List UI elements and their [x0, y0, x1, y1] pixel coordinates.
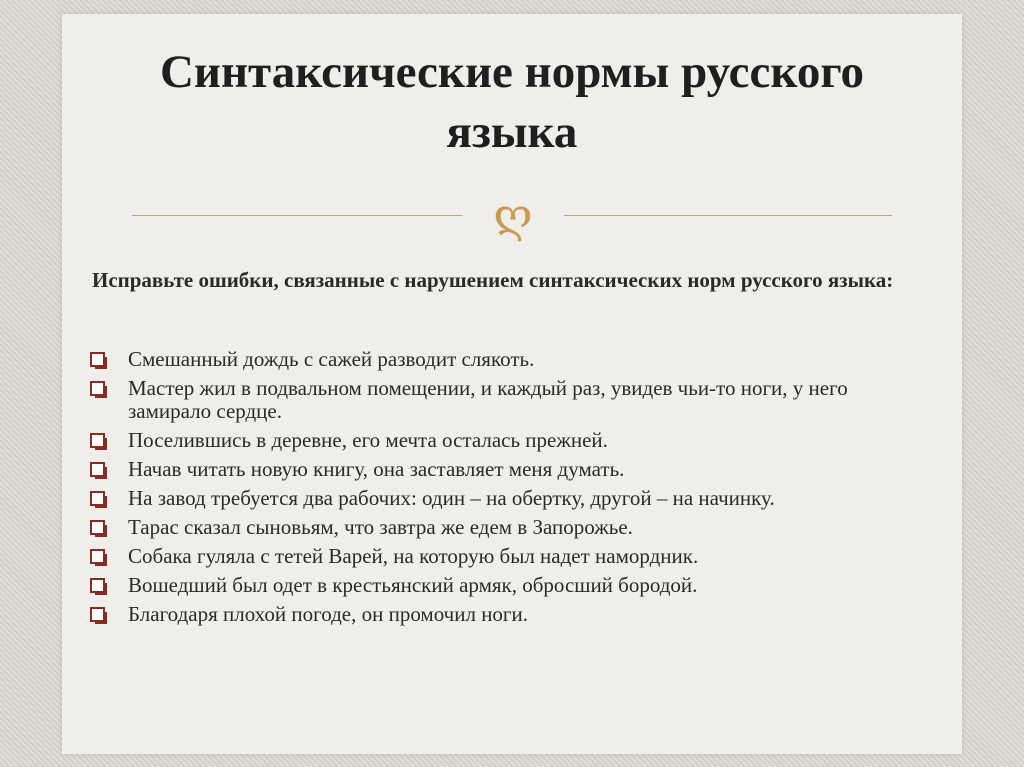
- task-text: На завод требуется два рабочих: один – на обертку, другой – на начинку.: [128, 486, 775, 510]
- task-text: Смешанный дождь с сажей разводит слякоть.: [128, 347, 535, 371]
- task-text: Благодаря плохой погоде, он промочил ноги.: [128, 602, 529, 626]
- list-item: [86, 348, 906, 371]
- list-item: [86, 487, 906, 510]
- list-item: [86, 458, 906, 481]
- flourish-icon: ღ: [493, 188, 533, 242]
- slide-title-line-1: Синтаксические нормы русского: [159, 46, 865, 98]
- slide-title-line-2: языка: [446, 106, 578, 158]
- slide: [62, 14, 962, 754]
- checkbox-bullet-icon: [90, 607, 105, 622]
- task-text: Вошедший был одет в крестьянский армяк, обросший бородой.: [128, 573, 698, 597]
- checkbox-bullet-icon: [90, 549, 105, 564]
- list-item: [86, 377, 906, 423]
- slide-title: [62, 42, 962, 162]
- checkbox-bullet-icon: [90, 381, 105, 396]
- checkbox-bullet-icon: [90, 491, 105, 506]
- task-text: Собака гуляла с тетей Варей, на которую был надет намордник.: [128, 544, 699, 568]
- task-text: Начав читать новую книгу, она заставляет меня думать.: [128, 457, 625, 481]
- divider-line-left: [132, 215, 462, 216]
- task-text: Поселившись в деревне, его мечта осталась прежней.: [128, 428, 608, 452]
- checkbox-bullet-icon: [90, 433, 105, 448]
- list-item: [86, 429, 906, 452]
- divider-line-right: [564, 215, 892, 216]
- list-item: [86, 545, 906, 568]
- checkbox-bullet-icon: [90, 578, 105, 593]
- checkbox-bullet-icon: [90, 352, 105, 367]
- task-text: Мастер жил в подвальном помещении, и каждый раз, увидев чьи-то ноги, у него замирало сердце.: [128, 376, 848, 423]
- checkbox-bullet-icon: [90, 462, 105, 477]
- list-item: [86, 516, 906, 539]
- task-list: [86, 348, 906, 632]
- task-text: Тарас сказал сыновьям, что завтра же едем в Запорожье.: [128, 515, 633, 539]
- task-instruction: Исправьте ошибки, связанные с нарушением синтаксических норм русского языка:: [92, 268, 894, 292]
- list-item: [86, 574, 906, 597]
- checkbox-bullet-icon: [90, 520, 105, 535]
- list-item: [86, 603, 906, 626]
- ornamental-divider: [132, 186, 892, 246]
